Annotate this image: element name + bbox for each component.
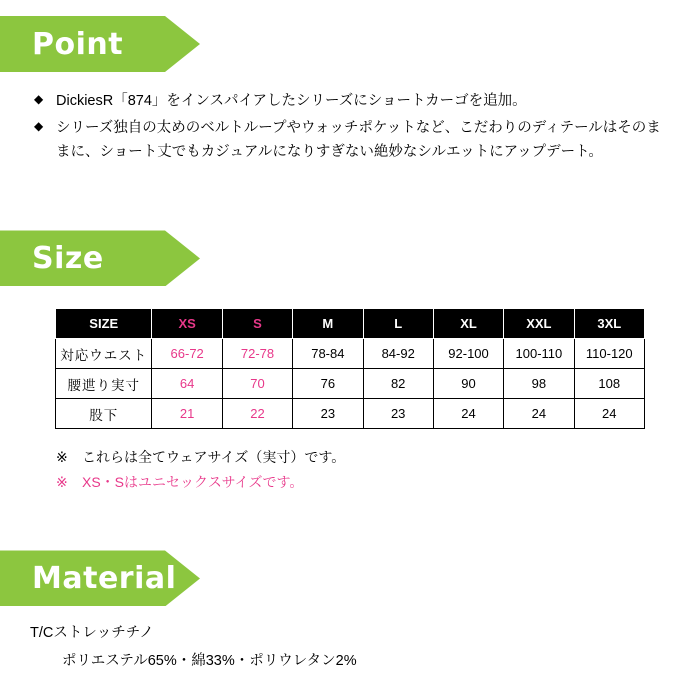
material-fabric-name: T/Cストレッチチノ (30, 625, 154, 642)
table-cell: 82 (363, 369, 433, 399)
table-row (56, 339, 645, 369)
material-title: Material (32, 560, 177, 596)
size-section (0, 230, 700, 494)
table-cell: 21 (152, 399, 222, 429)
note-item (56, 445, 700, 470)
table-cell: 100-110 (504, 339, 574, 369)
table-header-cell: L (363, 309, 433, 339)
table-cell: 98 (504, 369, 574, 399)
size-table (55, 308, 645, 429)
table-cell: 23 (363, 399, 433, 429)
table-cell: 66-72 (152, 339, 222, 369)
reference-mark-icon: ※ (56, 473, 68, 490)
size-notes (0, 445, 700, 494)
table-header-cell: XXL (504, 309, 574, 339)
table-cell: 24 (504, 399, 574, 429)
table-cell: 22 (222, 399, 292, 429)
point-bullet-text: シリーズ独自の太めのベルトループやウォッチポケットなど、こだわりのディテールはそのままに、ショート丈でもカジュアルになりすぎない絶妙なシルエットにアップデート。 (56, 120, 661, 160)
size-title: Size (32, 240, 104, 276)
row-label: 股下 (56, 399, 152, 429)
point-section (0, 0, 700, 164)
table-cell: 108 (574, 369, 644, 399)
point-bullet-list (0, 90, 700, 164)
material-composition: ポリエステル65%・綿33%・ポリウレタン2% (62, 653, 357, 669)
material-section (0, 550, 700, 675)
list-item (34, 90, 670, 113)
note-item (56, 470, 700, 495)
table-row (56, 369, 645, 399)
diamond-icon: ◆ (34, 92, 44, 106)
row-label: 対応ウエスト (56, 339, 152, 369)
table-cell: 84-92 (363, 339, 433, 369)
table-header-cell: 3XL (574, 309, 644, 339)
point-title: Point (32, 26, 124, 62)
table-header-cell: SIZE (56, 309, 152, 339)
table-header-cell: XS (152, 309, 222, 339)
point-banner (0, 16, 200, 72)
table-cell: 78-84 (293, 339, 363, 369)
table-header-cell: S (222, 309, 292, 339)
table-cell: 72-78 (222, 339, 292, 369)
table-cell: 92-100 (433, 339, 503, 369)
note-text: これらは全てウェアサイズ（実寸）です。 (82, 449, 346, 466)
list-item (34, 117, 670, 164)
table-cell: 64 (152, 369, 222, 399)
size-banner (0, 230, 200, 286)
material-content (0, 606, 700, 675)
table-header-cell: XL (433, 309, 503, 339)
table-row (56, 399, 645, 429)
table-cell: 23 (293, 399, 363, 429)
point-bullet-text: DickiesR「874」をインスパイアしたシリーズにショートカーゴを追加。 (56, 93, 527, 109)
note-text: XS・Sはユニセックスサイズです。 (82, 473, 304, 490)
table-cell: 24 (433, 399, 503, 429)
row-label: 腰迣り実寸 (56, 369, 152, 399)
table-cell: 110-120 (574, 339, 644, 369)
table-cell: 70 (222, 369, 292, 399)
diamond-icon: ◆ (34, 119, 44, 134)
table-cell: 76 (293, 369, 363, 399)
table-header-cell: M (293, 309, 363, 339)
reference-mark-icon: ※ (56, 449, 68, 466)
table-cell: 24 (574, 399, 644, 429)
table-cell: 90 (433, 369, 503, 399)
table-header-row (56, 309, 645, 339)
material-banner (0, 550, 200, 606)
